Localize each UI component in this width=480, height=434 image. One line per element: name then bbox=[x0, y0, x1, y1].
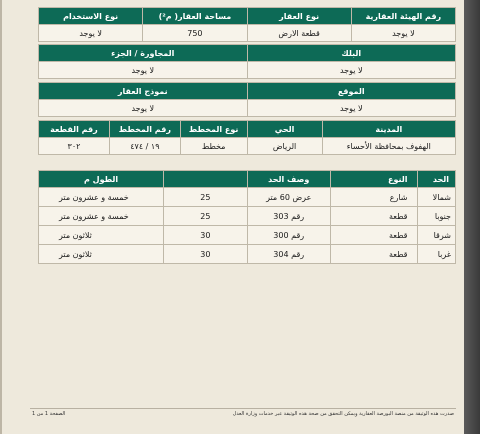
boundary-description: رقم 303 bbox=[247, 207, 330, 226]
table-row bbox=[39, 245, 456, 264]
value-block: لا يوجد bbox=[247, 62, 456, 79]
page-left-edge bbox=[0, 0, 2, 434]
header-location: الموقع bbox=[247, 83, 456, 100]
header-property-area: مساحة العقار( م²) bbox=[143, 8, 247, 25]
boundary-length-number: 30 bbox=[164, 226, 247, 245]
value-district: الرياض bbox=[247, 138, 322, 155]
value-property-area: 750 bbox=[143, 25, 247, 42]
boundary-type: قطعة bbox=[330, 207, 418, 226]
value-location: لا يوجد bbox=[247, 100, 456, 117]
boundary-side: جنوبا bbox=[418, 207, 456, 226]
boundary-side: شرقا bbox=[418, 226, 456, 245]
header-city: المدينة bbox=[322, 121, 455, 138]
header-plan-number: رقم المخطط bbox=[109, 121, 180, 138]
block-table bbox=[38, 44, 456, 79]
header-usage-type: نوع الاستخدام bbox=[39, 8, 143, 25]
boundary-length-text: خمسة و عشرون متر bbox=[39, 188, 164, 207]
header-property-model: نموذج العقار bbox=[39, 83, 248, 100]
header-registry-number: رقم الهيئة العقارية bbox=[351, 8, 455, 25]
value-plot-number: ٣٠٢ bbox=[39, 138, 110, 155]
boundary-length-text: ثلاثون متر bbox=[39, 245, 164, 264]
footer-divider bbox=[30, 408, 456, 409]
table-row bbox=[39, 207, 456, 226]
footer-note: صدرت هذه الوثيقة من منصة البورصة العقارية ويمكن التحقق من صحة هذه الوثيقة عبر خدمات وزارة العدل bbox=[232, 411, 454, 417]
boundary-side: شمالا bbox=[418, 188, 456, 207]
boundary-type: قطعة bbox=[330, 226, 418, 245]
boundary-description: رقم 300 bbox=[247, 226, 330, 245]
header-neighborhood-part: المجاورة / الجزء bbox=[39, 45, 248, 62]
header-length: الطول م bbox=[39, 171, 164, 188]
value-registry-number: لا يوجد bbox=[351, 25, 455, 42]
value-property-type: قطعة الارض bbox=[247, 25, 351, 42]
property-info-table bbox=[38, 7, 456, 42]
boundary-description: عرض 60 متر bbox=[247, 188, 330, 207]
value-usage-type: لا يوجد bbox=[39, 25, 143, 42]
header-district: الحي bbox=[247, 121, 322, 138]
value-property-model: لا يوجد bbox=[39, 100, 248, 117]
location-table bbox=[38, 82, 456, 117]
value-neighborhood-part: لا يوجد bbox=[39, 62, 248, 79]
boundary-length-number: 25 bbox=[164, 188, 247, 207]
boundary-length-text: خمسة و عشرون متر bbox=[39, 207, 164, 226]
table-row bbox=[39, 188, 456, 207]
header-boundary-description: وصف الحد bbox=[247, 171, 330, 188]
boundaries-table bbox=[38, 170, 456, 264]
page-number: الصفحة 1 من 1 bbox=[32, 411, 66, 417]
boundary-side: غربا bbox=[418, 245, 456, 264]
window-right-edge bbox=[464, 0, 480, 434]
value-plan-type: مخطط bbox=[180, 138, 247, 155]
city-plan-table bbox=[38, 120, 456, 155]
boundary-length-number: 25 bbox=[164, 207, 247, 226]
header-plot-number: رقم القطعة bbox=[39, 121, 110, 138]
value-city: الهفوف بمحافظة الأحساء bbox=[322, 138, 455, 155]
header-boundary: الحد bbox=[418, 171, 456, 188]
boundary-type: قطعة bbox=[330, 245, 418, 264]
header-boundary-number bbox=[164, 171, 247, 188]
header-plan-type: نوع المخطط bbox=[180, 121, 247, 138]
boundary-type: شارع bbox=[330, 188, 418, 207]
header-boundary-type: النوع bbox=[330, 171, 418, 188]
boundary-length-text: ثلاثون متر bbox=[39, 226, 164, 245]
value-plan-number: ١٩ / ٤٧٤ bbox=[109, 138, 180, 155]
boundary-description: رقم 304 bbox=[247, 245, 330, 264]
table-row bbox=[39, 226, 456, 245]
boundary-length-number: 30 bbox=[164, 245, 247, 264]
header-property-type: نوع العقار bbox=[247, 8, 351, 25]
header-block: البلك bbox=[247, 45, 456, 62]
